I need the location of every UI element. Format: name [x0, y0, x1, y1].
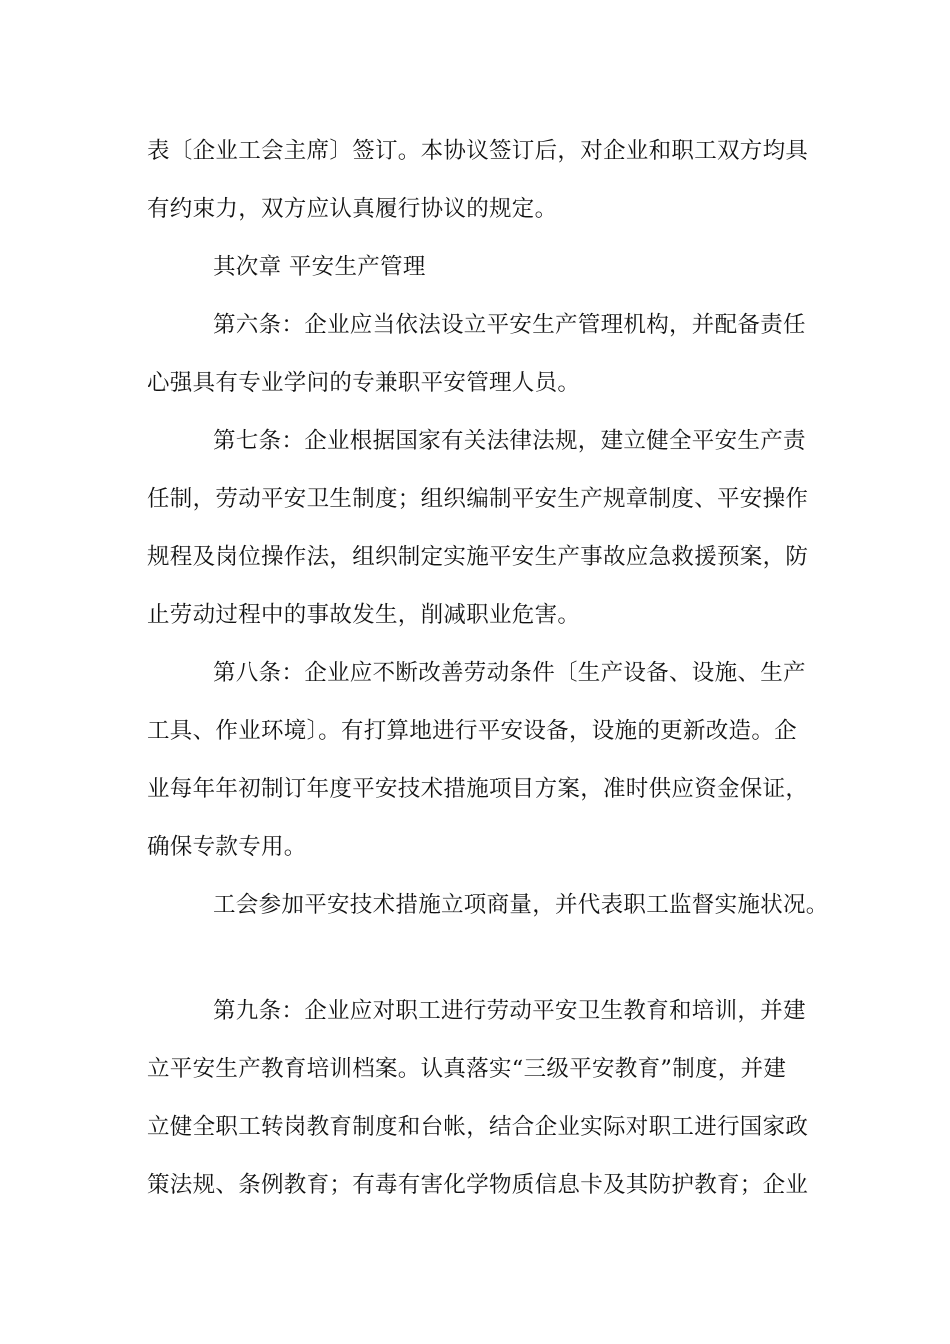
- union-paragraph-line: 工会参加平安技术措施立项商量，并代表职工监督实施状况。: [213, 892, 829, 918]
- text-line: 有约束力，双方应认真履行协议的规定。: [147, 196, 558, 222]
- text-line: 确保专款专用。: [147, 834, 307, 860]
- text-line: 立健全职工转岗教育制度和台帐，结合企业实际对职工进行国家政: [147, 1114, 809, 1140]
- text-line: 表〔企业工会主席〕签订。本协议签订后，对企业和职工双方均具: [147, 138, 809, 164]
- text-line: 止劳动过程中的事故发生，削减职业危害。: [147, 602, 581, 628]
- text-line: 心强具有专业学问的专兼职平安管理人员。: [147, 370, 581, 396]
- text-line: 立平安生产教育培训档案。认真落实“三级平安教育”制度，并建: [147, 1056, 787, 1082]
- article-6-line: 第六条：企业应当依法设立平安生产管理机构，并配备责任: [213, 312, 806, 338]
- chapter-heading: 其次章 平安生产管理: [213, 254, 426, 280]
- text-line: 工具、作业环境〕。有打算地进行平安设备，设施的更新改造。企: [147, 718, 797, 744]
- text-line: 策法规、条例教育；有毒有害化学物质信息卡及其防护教育；企业: [147, 1172, 809, 1198]
- text-line: 规程及岗位操作法，组织制定实施平安生产事故应急救援预案，防: [147, 544, 809, 570]
- article-7-line: 第七条：企业根据国家有关法律法规，建立健全平安生产责: [213, 428, 806, 454]
- article-9-line: 第九条：企业应对职工进行劳动平安卫生教育和培训，并建: [213, 998, 806, 1024]
- article-8-line: 第八条：企业应不断改善劳动条件〔生产设备、设施、生产: [213, 660, 806, 686]
- text-line: 业每年年初制订年度平安技术措施项目方案，准时供应资金保证，: [147, 776, 809, 802]
- text-line: 任制，劳动平安卫生制度；组织编制平安生产规章制度、平安操作: [147, 486, 809, 512]
